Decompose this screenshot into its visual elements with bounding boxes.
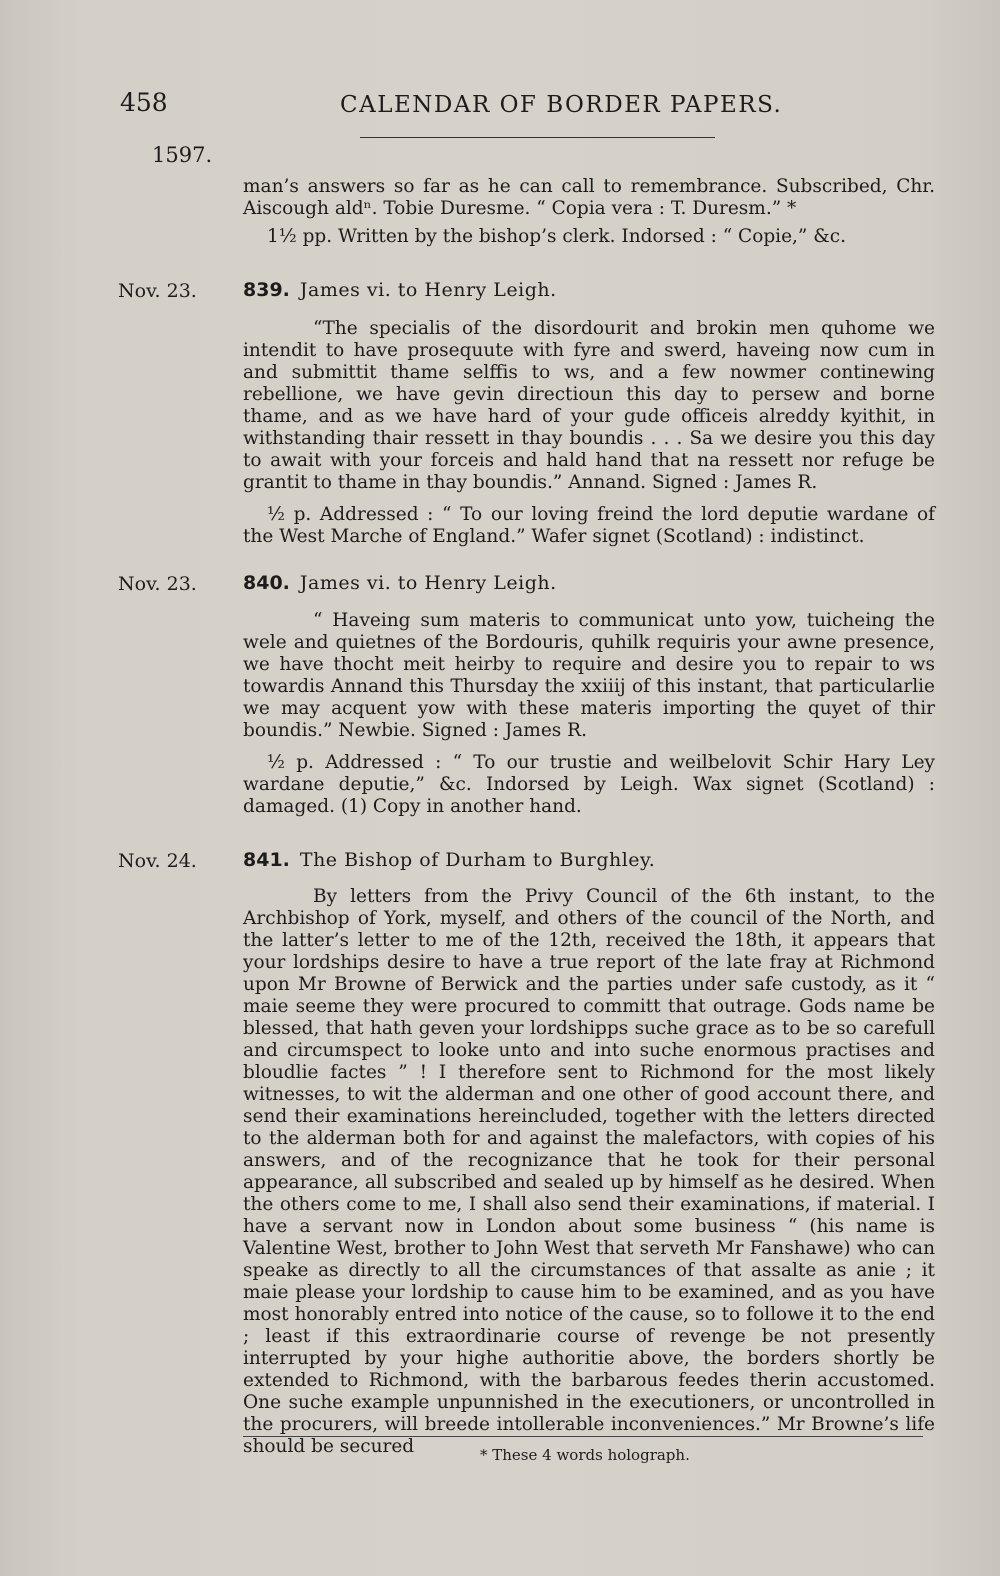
entry-heading <box>243 572 557 594</box>
entry-body <box>243 886 935 1464</box>
intro-section <box>243 176 935 254</box>
entry-heading <box>243 279 557 301</box>
entry-title: James vi. to Henry Leigh. <box>299 279 557 301</box>
entry-heading <box>243 849 655 871</box>
entry-number: 840. <box>243 572 290 594</box>
intro-paragraph: man’s answers so far as he can call to remembrance. Subscribed, Chr. Aiscough aldⁿ. Tobie Duresme. “ Copia vera : T. Duresm.” * <box>243 176 935 219</box>
entry-date: Nov. 24. <box>118 850 197 872</box>
entry-note: ½ p. Addressed : “ To our trustie and weilbelovit Schir Hary Ley wardane deputie,” &c. Indorsed by Leigh. Wax signet (Scotland) : damaged. (1) Copy in another hand. <box>243 752 935 817</box>
year-label: 1597. <box>152 143 213 167</box>
intro-note: 1½ pp. Written by the bishop’s clerk. Indorsed : “ Copie,” &c. <box>267 226 846 247</box>
entry-title: The Bishop of Durham to Burghley. <box>299 849 656 871</box>
entry-title: James vi. to Henry Leigh. <box>299 572 557 594</box>
entry-text: “The specialis of the disordourit and brokin men quhome we intendit to have prosequute with fyre and swerd, haveing now cum in and submittit thame selffis to ws, and a few nowmer continewing rebellione, we have gevin directioun this day to persew and borne thame, and as we have hard of your gude officeis alreddy kyithit, in withstanding thair ressett in thay boundis . . . Sa we desire you this day to await with your forceis and hald hand that na ressett nor refuge be grantit to thame in thay boundis.” Annand. Signed : James R. <box>243 318 935 493</box>
entry-date: Nov. 23. <box>118 573 197 595</box>
running-title: CALENDAR OF BORDER PAPERS. <box>340 92 783 118</box>
entry-body <box>243 318 935 554</box>
entry-text: “ Haveing sum materis to communicat unto yow, tuicheing the wele and quietnes of the Bordouris, quhilk requiris your awne presence, we have thocht meit heirby to require and desire you to repair to ws towardis Annand this Thursday the xxiiij of this instant, that particularlie we may acquent yow with these materis importing the quyet of thir boundis.” Newbie. Signed : James R. <box>243 610 935 741</box>
entry-note: ½ p. Addressed : “ To our loving freind the lord deputie wardane of the West Marche of England.” Wafer signet (Scotland) : indistinct. <box>243 504 935 547</box>
footnote: * These 4 words holograph. <box>480 1446 690 1464</box>
header-rule <box>360 137 715 138</box>
entry-number: 841. <box>243 849 290 871</box>
entry-date: Nov. 23. <box>118 280 197 302</box>
footnote-rule <box>243 1436 923 1437</box>
entry-body <box>243 610 935 824</box>
page-number: 458 <box>120 88 168 117</box>
entry-text: By letters from the Privy Council of the 6th instant, to the Archbishop of York, myself, and others of the council of the North, and the latter’s letter to me of the 12th, received the 18th, it appears that your lordships desire to have a true report of the late fray at Richmond upon Mr Browne of Berwick and the parties under safe custody, as it “ maie seeme they were procured to committ that outrage. Gods name be blessed, that hath geven your lordshipps suche grace as to be so carefull and circumspect to looke unto and into suche enormous practises and bloudlie factes ” ! I therefore sent to Richmond for the most likely witnesses, to wit the alderman and one other of good account there, and send their examinations hereincluded, together with the letters directed to the alderman both for and against the malefactors, with copies of his answers, and of the recognizance that he took for their personal appearance, all subscribed and sealed up by himself as he desired. When the others come to me, I shall also send their examinations, if material. I have a servant now in London about some business “ (his name is Valentine West, brother to John West that serveth Mr Fanshawe) who can speake as directly to all the circumstances of that assalte as anie ; it maie please your lordship to cause him to be examined, and as you have most honorably entred into notice of the cause, so to followe it to the end ; least if this extraordinarie course of revenge be not presently interrupted by your highe authoritie above, the borders shortly be extended to Richmond, with the barbarous feedes therin accustomed. One suche example unpunnished in the executioners, or uncontrolled in the procurers, will breede intollerable inconveniences.” Mr Browne’s life should be secured <box>243 886 935 1457</box>
entry-number: 839. <box>243 279 290 301</box>
